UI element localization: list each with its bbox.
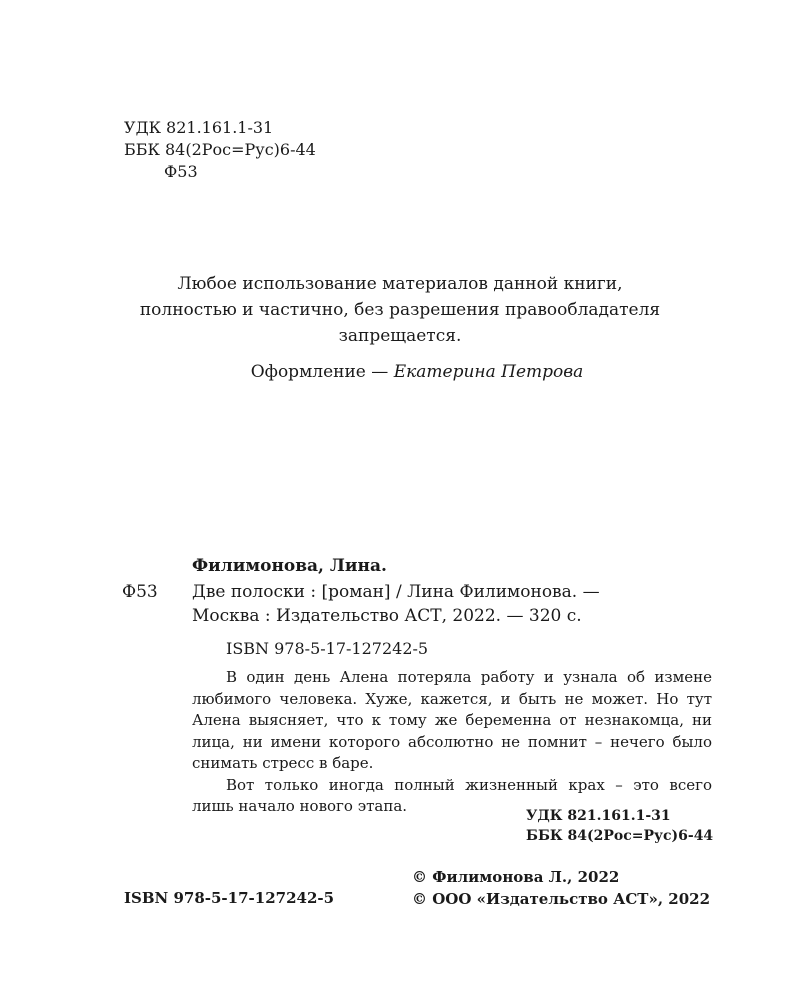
catalog-publisher-line: Москва : Издательство АСТ, 2022. — 320 с. <box>192 606 582 626</box>
annotation-paragraph-2: Вот только иногда полный жизненный крах – это всего лишь начало нового этапа. <box>192 775 712 815</box>
copyright-block <box>412 866 710 910</box>
classification-block <box>124 117 316 183</box>
footer-isbn: ISBN 978-5-17-127242-5 <box>124 889 335 907</box>
annotation <box>192 667 712 818</box>
design-credit <box>0 359 800 385</box>
catalog-author-sign: Ф53 <box>122 582 158 602</box>
catalog-classification <box>526 806 713 846</box>
author-sign: Ф53 <box>164 162 198 181</box>
rights-notice-line-2: полностью и частично, без разрешения правообладателя <box>139 300 661 320</box>
bbk-code: ББК 84(2Рос=Рус)6-44 <box>124 140 316 159</box>
designer-name: Екатерина Петрова <box>393 362 584 382</box>
catalog-bbk: ББК 84(2Рос=Рус)6-44 <box>526 828 714 844</box>
rights-notice-line-1: Любое использование материалов данной книги, <box>177 274 623 294</box>
catalog-udk: УДК 821.161.1-31 <box>526 808 671 824</box>
copyright-author: © Филимонова Л., 2022 <box>412 868 620 886</box>
copyright-publisher: © ООО «Издательство АСТ», 2022 <box>412 890 711 908</box>
annotation-paragraph-1: В один день Алена потеряла работу и узнала об измене любимого человека. Хуже, кажется, и быть не может. Но тут Алена выясняет, что к тому же беременна от незнакомца, ни лица, ни имени которого абсолютно не помнит – нечего было снимать стресс в баре. <box>192 668 712 772</box>
catalog-isbn: ISBN 978-5-17-127242-5 <box>226 639 429 658</box>
design-credit-label: Оформление — <box>250 362 394 382</box>
catalog-title-line: Две полоски : [роман] / Лина Филимонова. — <box>192 582 600 602</box>
catalog-author: Филимонова, Лина. <box>192 556 387 576</box>
udk-code: УДК 821.161.1-31 <box>124 118 274 137</box>
rights-notice <box>0 271 800 349</box>
rights-notice-line-3: запрещается. <box>338 326 462 346</box>
